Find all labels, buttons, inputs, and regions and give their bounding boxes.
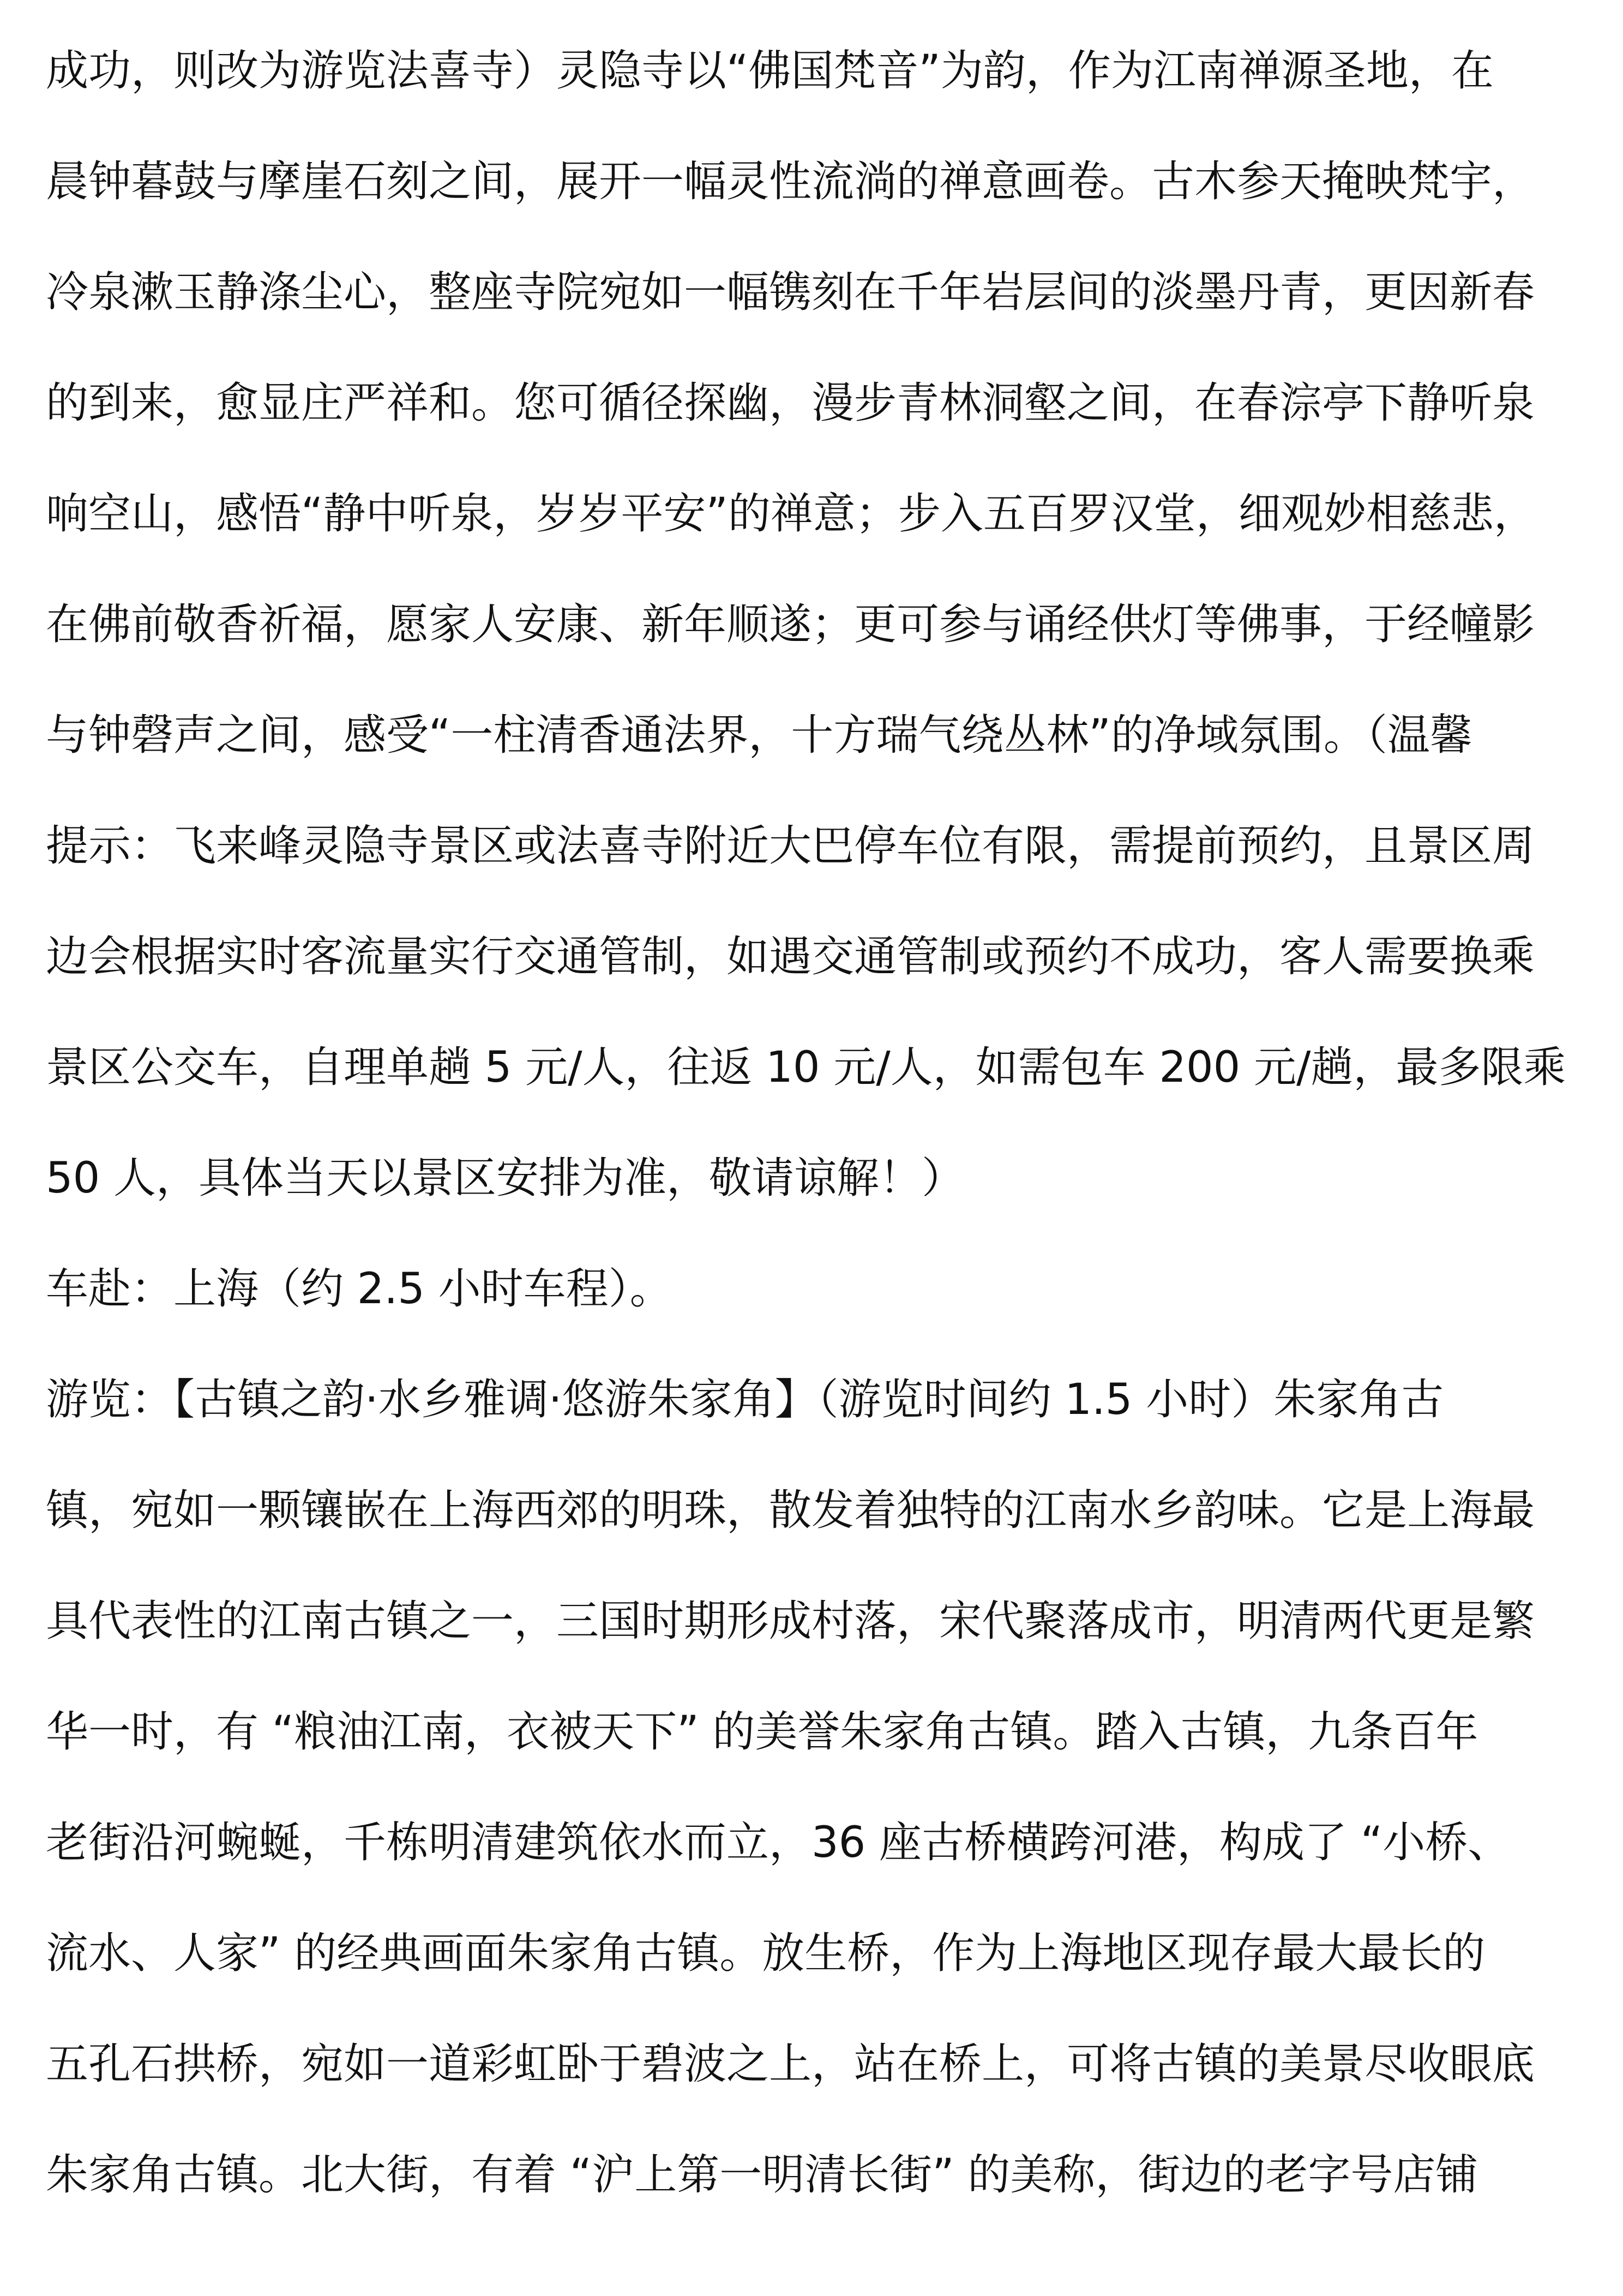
text-line: 响空山，感悟“静中听泉，岁岁平安”的禅意；步入五百罗汉堂，细观妙相慈悲， <box>46 489 1536 538</box>
text-line: 镇，宛如一颗镶嵌在上海西郊的明珠，散发着独特的江南水乡韵味。它是上海最 <box>46 1486 1535 1535</box>
text-line: 在佛前敬香祈福，愿家人安康、新年顺遂；更可参与诵经供灯等佛事，于经幢影 <box>46 600 1535 649</box>
text-line: 老街沿河蜿蜒，千栋明清建筑依水而立，36 座古桥横跨河港，构成了 “小桥、 <box>46 1818 1511 1867</box>
text-line: 冷泉漱玉静涤尘心，整座寺院宛如一幅镌刻在千年岩层间的淡墨丹青，更因新春 <box>46 268 1535 317</box>
text-line: 与钟磬声之间，感受“一柱清香通法界，十方瑞气绕丛林”的净域氛围。（温馨 <box>46 711 1472 760</box>
text-line: 五孔石拱桥，宛如一道彩虹卧于碧波之上，站在桥上，可将古镇的美景尽收眼底 <box>46 2040 1535 2089</box>
text-line: 具代表性的江南古镇之一，三国时期形成村落，宋代聚落成市，明清两代更是繁 <box>46 1597 1535 1646</box>
text-line: 华一时，有 “粮油江南，衣被天下” 的美誉朱家角古镇。踏入古镇，九条百年 <box>46 1707 1478 1757</box>
text-line: 50 人，具体当天以景区安排为准，敬请谅解！） <box>46 1154 965 1203</box>
text-line: 晨钟暮鼓与摩崖石刻之间，展开一幅灵性流淌的禅意画卷。古木参天掩映梵宇， <box>46 157 1535 206</box>
text-line: 的到来，愈显庄严祥和。您可循径探幽，漫步青林洞壑之间，在春淙亭下静听泉 <box>46 379 1535 428</box>
text-line: 车赴：上海（约 2.5 小时车程）。 <box>46 1264 672 1314</box>
text-line: 游览：【古镇之韵·水乡雅调·悠游朱家角】（游览时间约 1.5 小时）朱家角古 <box>46 1375 1444 1424</box>
text-line: 边会根据实时客流量实行交通管制，如遇交通管制或预约不成功，客人需要换乘 <box>46 932 1535 981</box>
text-line: 提示：飞来峰灵隐寺景区或法喜寺附近大巴停车位有限，需提前预约，且景区周 <box>46 822 1535 871</box>
text-line: 流水、人家” 的经典画面朱家角古镇。放生桥，作为上海地区现存最大最长的 <box>46 1929 1486 1978</box>
text-line: 景区公交车，自理单趟 5 元/人，往返 10 元/人，如需包车 200 元/趟，最多限乘 <box>46 1043 1566 1092</box>
text-line: 朱家角古镇。北大街，有着 “沪上第一明清长街” 的美称，街边的老字号店铺 <box>46 2150 1478 2199</box>
text-line: 成功，则改为游览法喜寺）灵隐寺以“佛国梵音”为韵，作为江南禅源圣地，在 <box>46 46 1494 95</box>
